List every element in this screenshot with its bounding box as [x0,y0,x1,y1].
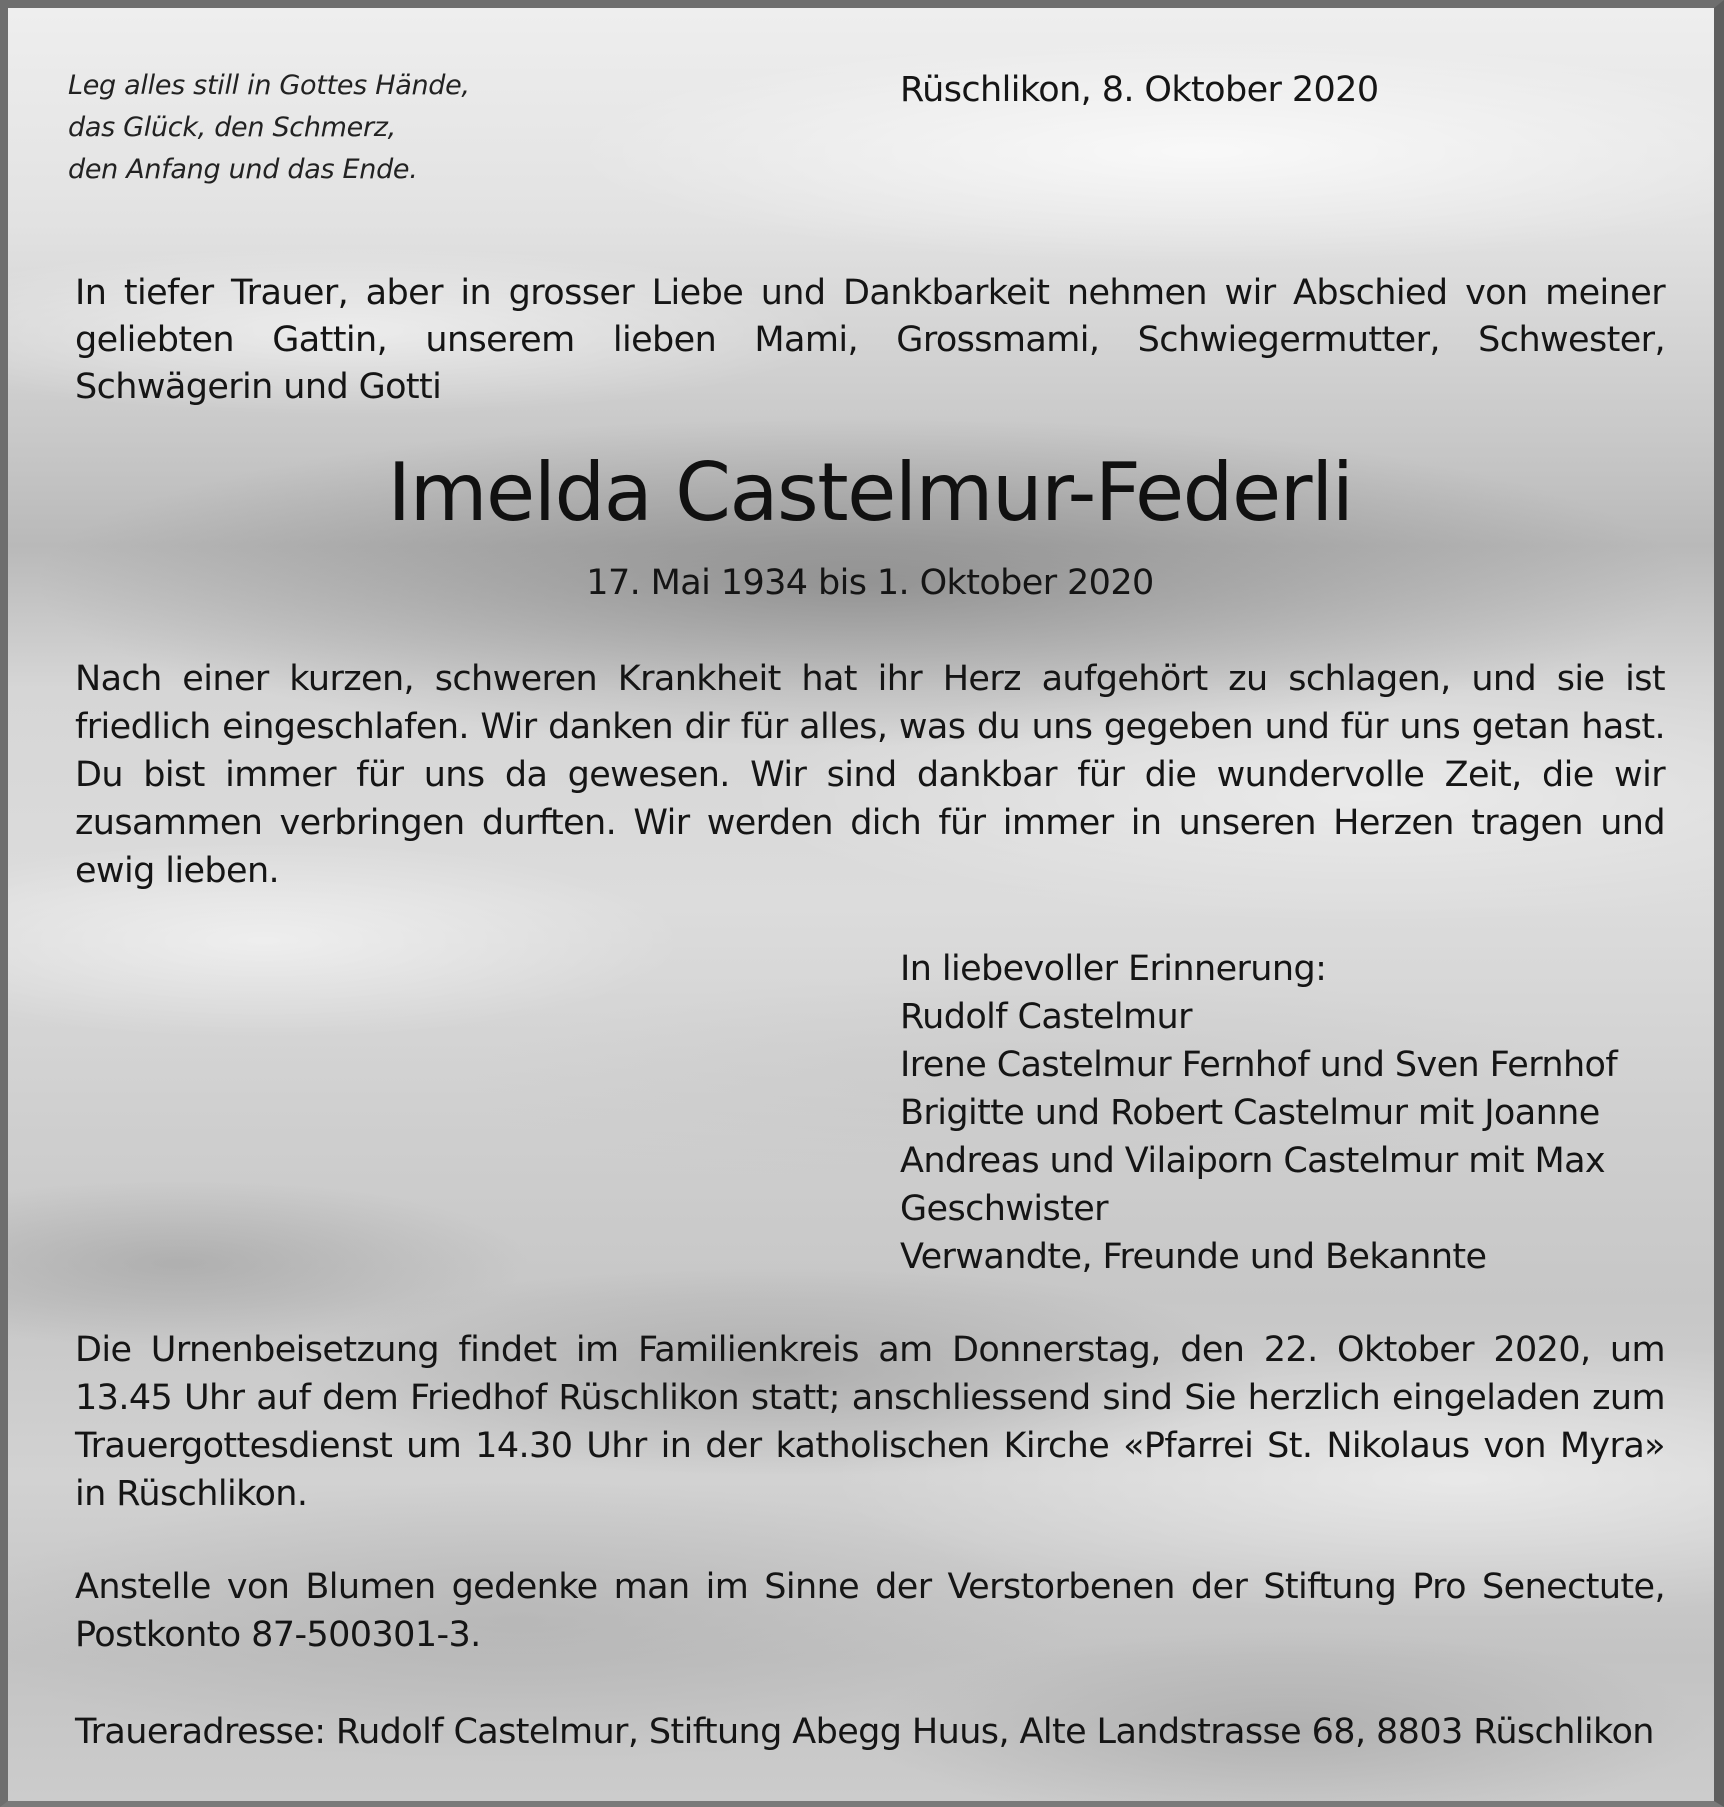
motto-verse [68,65,470,191]
motto-line: Leg alles still in Gottes Hände, [68,70,470,101]
intro-paragraph: In tiefer Trauer, aber in grosser Liebe und Dankbarkeit nehmen wir Abschied von meiner geliebten Gattin, unserem lieben Mami, Grossmami, Schwiegermutter, Schwester, Schwägerin und Gotti [75,273,1665,407]
burial-paragraph: Die Urnenbeisetzung findet im Familienkreis am Donnerstag, den 22. Oktober 2020, um 13.45 Uhr auf dem Friedhof Rüschlikon statt; anschliessend sind Sie herzlich eingeladen zum Trauergottesdienst um 14.30 Uhr in der katholischen Kirche «Pfarrei St. Nikolaus von Myra» in Rüschlikon. [75,1330,1665,1514]
mourner-entry: Verwandte, Freunde und Bekannte [900,1237,1487,1277]
mourning-address: Traueradresse: Rudolf Castelmur, Stiftung Abegg Huus, Alte Landstrasse 68, 8803 Rüschlikon [75,1712,1654,1752]
mourner-entry: Irene Castelmur Fernhof und Sven Fernhof [900,1045,1618,1085]
mourner-entry: Rudolf Castelmur [900,997,1192,1037]
deceased-name: Imelda Castelmur-Federli [387,446,1353,539]
donation-paragraph: Anstelle von Blumen gedenke man im Sinne der Verstorbenen der Stiftung Pro Senectute, Postkonto 87-500301-3. [75,1567,1665,1655]
motto-line: das Glück, den Schmerz, [68,112,396,143]
lifespan-dates: 17. Mai 1934 bis 1. Oktober 2020 [586,563,1154,603]
mourner-entry: Andreas und Vilaiporn Castelmur mit Max [900,1141,1606,1181]
mourner-entry: Geschwister [900,1189,1108,1229]
mourner-entry: Brigitte und Robert Castelmur mit Joanne [900,1093,1600,1133]
mourners-heading: In liebevoller Erinnerung: [900,949,1327,989]
place-date: Rüschlikon, 8. Oktober 2020 [900,70,1379,110]
motto-line: den Anfang und das Ende. [68,154,418,185]
mourners-list [900,945,1617,1281]
body-paragraph: Nach einer kurzen, schweren Krankheit hat ihr Herz aufgehört zu schlagen, und sie ist friedlich eingeschlafen. Wir danken dir für alles, was du uns gegeben und für uns getan hast. Du bist immer für uns da gewesen. Wir sind dankbar für die wundervolle Zeit, die wir zusammen verbringen durften. Wir werden dich für immer in unseren Herzen tragen und ewig lieben. [75,659,1665,891]
